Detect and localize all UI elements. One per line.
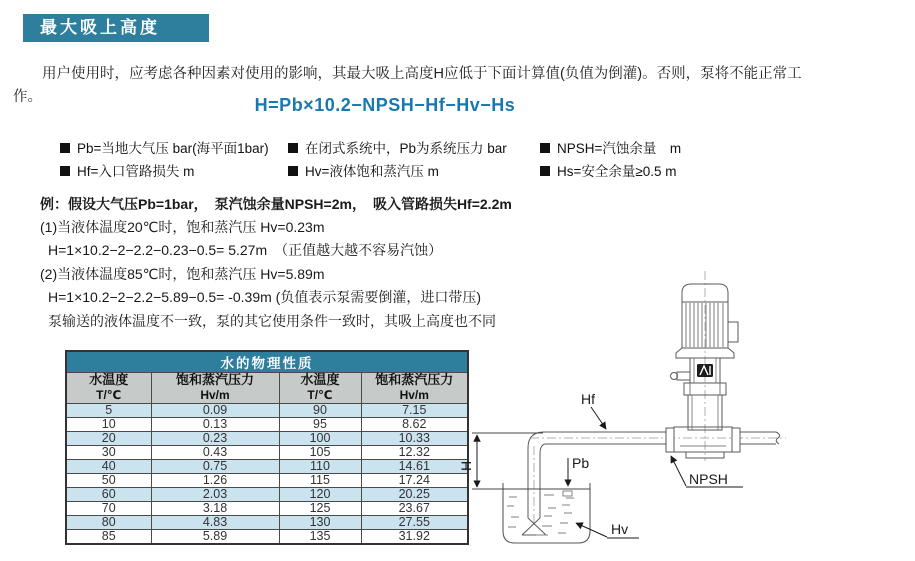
table-cell: 0.09 xyxy=(151,403,279,417)
legend-text: Pb=当地大气压 bar(海平面1bar) xyxy=(77,141,269,156)
table-cell: 40 xyxy=(66,459,151,473)
example-intro: 例：假设大气压Pb=1bar， 泵汽蚀余量NPSH=2m， 吸入管路损失Hf=2.2m xyxy=(40,196,512,212)
hv-leader xyxy=(576,523,639,538)
table-cell: 115 xyxy=(279,473,361,487)
case2-calculation: H=1×10.2−2−2.2−5.89−0.5= -0.39m (负值表示泵需要倒灌，进口带压) xyxy=(48,289,482,305)
table-cell: 10 xyxy=(66,417,151,431)
table-cell: 30 xyxy=(66,445,151,459)
hf-leader xyxy=(591,407,606,429)
table-cell: 23.67 xyxy=(361,501,468,515)
legend-text: Hs=安全余量≥0.5 m xyxy=(557,164,677,179)
table-cell: 0.43 xyxy=(151,445,279,459)
bullet-square-icon xyxy=(540,143,550,153)
bullet-square-icon xyxy=(288,166,298,176)
table-row xyxy=(66,529,468,544)
column-header xyxy=(66,373,151,404)
table-cell: 90 xyxy=(279,403,361,417)
pump-installation-diagram xyxy=(440,265,800,555)
water-tank xyxy=(503,483,590,543)
table-cell: 14.61 xyxy=(361,459,468,473)
table-row xyxy=(66,417,468,431)
header-line2: T/℃ xyxy=(96,387,122,402)
legend-text: 在闭式系统中，Pb为系统压力 bar xyxy=(305,141,507,156)
header-line1: 饱和蒸汽压力 xyxy=(175,372,254,387)
npsh-label: NPSH xyxy=(689,471,728,487)
legend-item xyxy=(60,137,269,157)
table-cell: 70 xyxy=(66,501,151,515)
table-cell: 17.24 xyxy=(361,473,468,487)
table-cell: 105 xyxy=(279,445,361,459)
suction-formula: H=Pb×10.2−NPSH−Hf−Hv−Hs xyxy=(254,95,516,115)
table-row xyxy=(66,431,468,445)
water-table-tbody xyxy=(66,403,468,544)
case1-condition: (1)当液体温度20℃时，饱和蒸汽压 Hv=0.23m xyxy=(40,219,325,235)
section-title: 最大吸上高度 xyxy=(23,14,209,42)
table-cell: 0.23 xyxy=(151,431,279,445)
header-line2: Hv/m xyxy=(200,387,230,402)
table-cell: 2.03 xyxy=(151,487,279,501)
table-cell: 80 xyxy=(66,515,151,529)
case2-condition: (2)当液体温度85℃时，饱和蒸汽压 Hv=5.89m xyxy=(40,266,325,282)
table-row xyxy=(66,515,468,529)
table-cell: 20.25 xyxy=(361,487,468,501)
intro-paragraph: 用户使用时，应考虑各种因素对使用的影响，其最大吸上高度H应低于下面计算值(负值为倒灌)。否则，泵将不能正常工作。 xyxy=(13,65,802,105)
table-title-row xyxy=(66,351,468,373)
inlet-flange xyxy=(666,428,674,452)
table-row xyxy=(66,487,468,501)
table-row xyxy=(66,473,468,487)
table-cell: 12.32 xyxy=(361,445,468,459)
table-cell: 0.13 xyxy=(151,417,279,431)
bullet-square-icon xyxy=(60,166,70,176)
header-line1: 水温度 xyxy=(300,372,340,387)
header-line1: 饱和蒸汽压力 xyxy=(375,372,454,387)
table-cell: 85 xyxy=(66,529,151,544)
legend-item xyxy=(60,160,194,180)
table-cell: 1.26 xyxy=(151,473,279,487)
legend-item xyxy=(288,137,507,157)
header-line2: T/℃ xyxy=(307,387,333,402)
example-note: 泵输送的液体温度不一致，泵的其它使用条件一致时，其吸上高度也不同 xyxy=(48,313,496,329)
drain-plug xyxy=(671,373,678,380)
dimension-h xyxy=(472,433,543,487)
pump-base xyxy=(666,427,740,458)
h-label: H xyxy=(458,460,474,471)
table-cell: 60 xyxy=(66,487,151,501)
pump-assembly xyxy=(666,284,740,458)
header-line2: Hv/m xyxy=(399,387,429,402)
suction-pipe xyxy=(528,432,666,518)
water-properties-table xyxy=(65,350,469,545)
table-cell: 125 xyxy=(279,501,361,515)
table-header-row xyxy=(66,373,468,404)
table-cell: 130 xyxy=(279,515,361,529)
table-cell: 50 xyxy=(66,473,151,487)
pb-label: Pb xyxy=(572,455,590,471)
pump-coupling xyxy=(671,358,721,383)
table-cell: 100 xyxy=(279,431,361,445)
pb-arrow xyxy=(563,458,572,496)
table-cell: 7.15 xyxy=(361,403,468,417)
table-row xyxy=(66,501,468,515)
table-cell: 20 xyxy=(66,431,151,445)
hf-label: Hf xyxy=(581,391,595,407)
legend-item xyxy=(540,160,677,180)
table-cell: 5.89 xyxy=(151,529,279,544)
table-cell: 3.18 xyxy=(151,501,279,515)
case1-calculation: H=1×10.2−2−2.2−0.23−0.5= 5.27m （正值越大越不容易汽蚀） xyxy=(48,242,443,258)
legend-text: Hv=液体饱和蒸汽压 m xyxy=(305,164,439,179)
table-cell: 10.33 xyxy=(361,431,468,445)
table-row xyxy=(66,403,468,417)
table-cell: 4.83 xyxy=(151,515,279,529)
bullet-square-icon xyxy=(288,143,298,153)
legend-text: Hf=入口管路损失 m xyxy=(77,164,195,179)
table-cell: 31.92 xyxy=(361,529,468,544)
header-line1: 水温度 xyxy=(89,372,129,387)
table-cell: 95 xyxy=(279,417,361,431)
legend-text: NPSH=汽蚀余量 m xyxy=(557,141,682,156)
table-row xyxy=(66,445,468,459)
table-title: 水的物理性质 xyxy=(66,351,468,373)
bullet-square-icon xyxy=(540,166,550,176)
outlet-flange xyxy=(732,428,740,452)
table-cell: 5 xyxy=(66,403,151,417)
column-header xyxy=(279,373,361,404)
table-row xyxy=(66,459,468,473)
table-cell: 135 xyxy=(279,529,361,544)
table-cell: 0.75 xyxy=(151,459,279,473)
pump-motor xyxy=(676,284,738,358)
bullet-square-icon xyxy=(60,143,70,153)
table-cell: 8.62 xyxy=(361,417,468,431)
column-header xyxy=(151,373,279,404)
hv-label: Hv xyxy=(611,521,629,537)
table-cell: 110 xyxy=(279,459,361,473)
table-cell: 120 xyxy=(279,487,361,501)
drain-plug xyxy=(677,372,690,380)
legend-item xyxy=(288,160,439,180)
table-cell: 27.55 xyxy=(361,515,468,529)
legend-item xyxy=(540,137,681,157)
